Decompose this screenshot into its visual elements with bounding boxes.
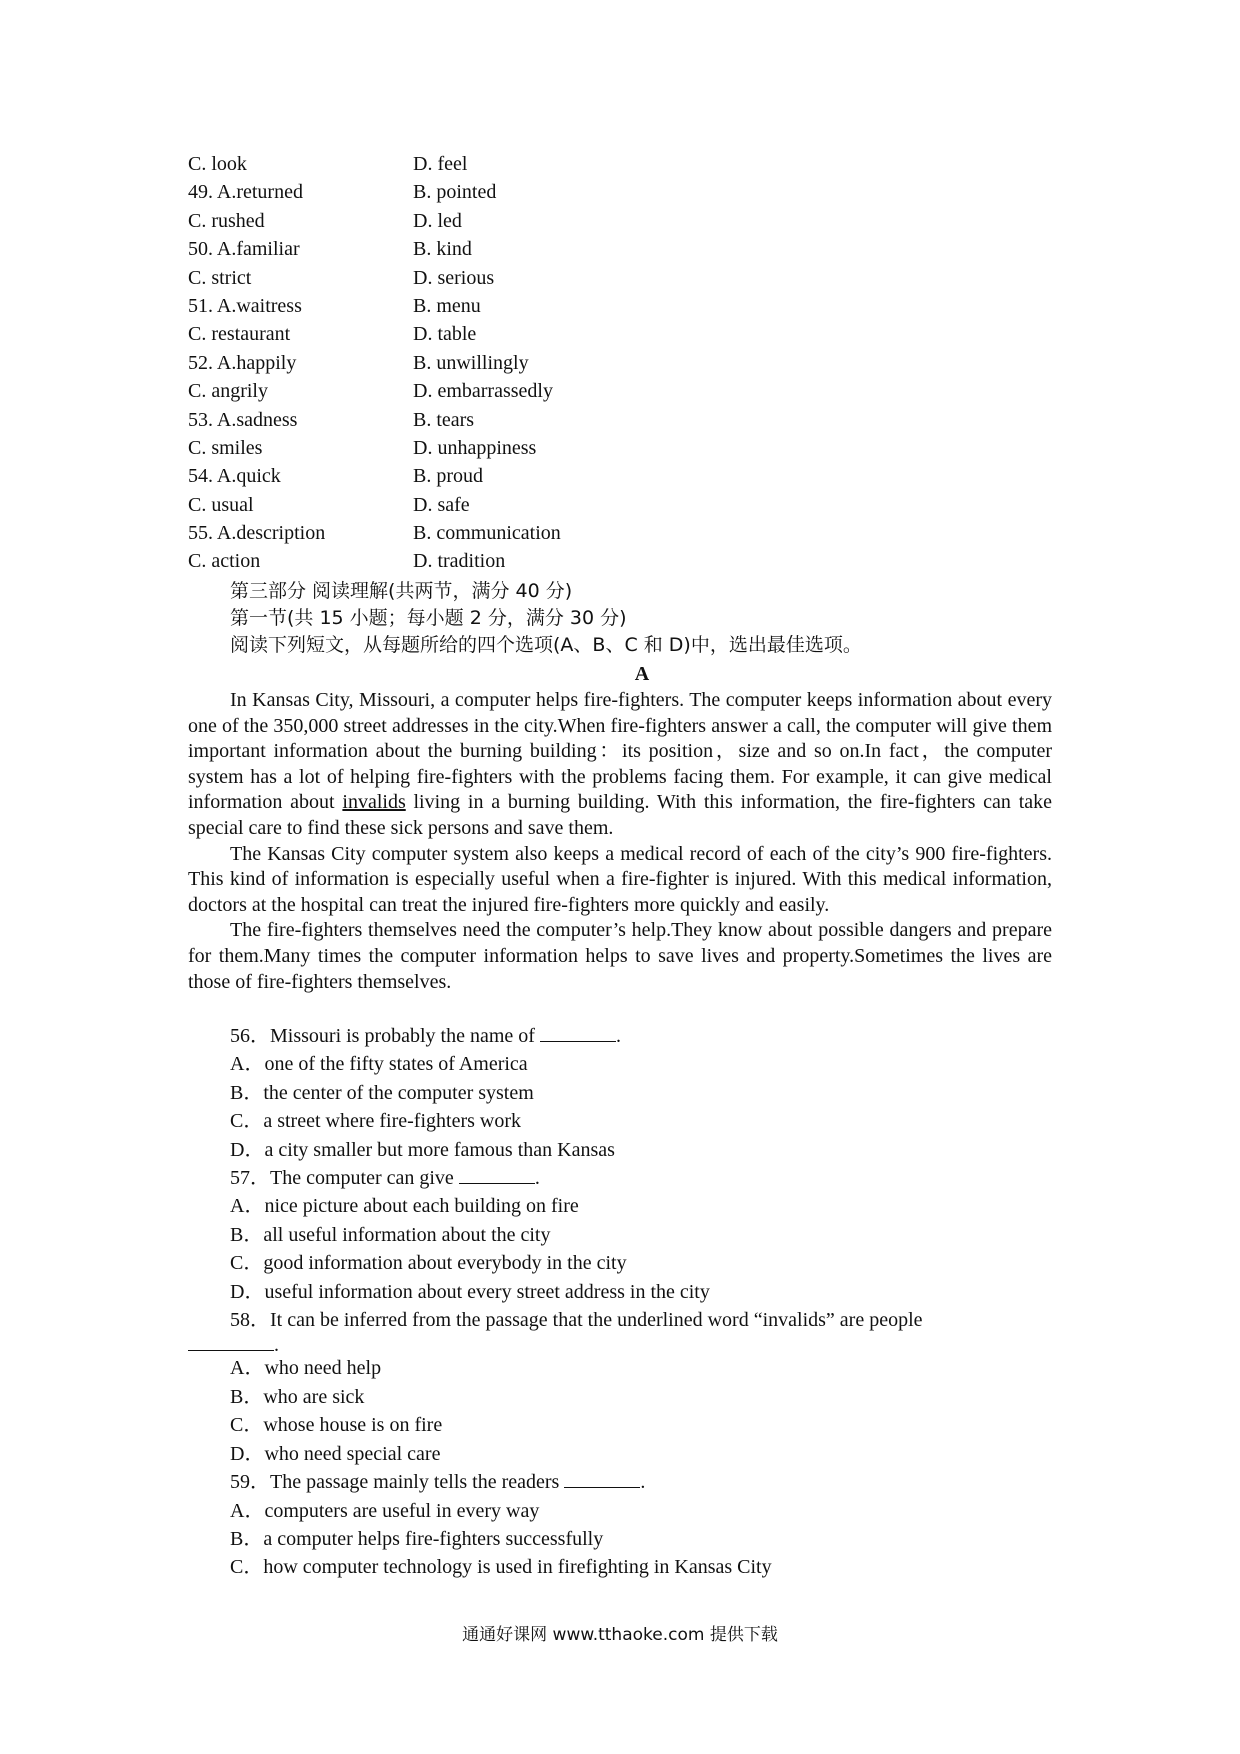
choice: C．a street where fire-fighters work (230, 1110, 521, 1133)
option-row (188, 519, 788, 547)
choice: D．a city smaller but more famous than Kansas (230, 1138, 615, 1161)
paragraph-text: In Kansas City, Missouri, a computer helps fire-fighters. The computer keeps information about every one of the 350,000 street addresses in the city.When fire-fighters answer a call, the computer will give them important information about the burning building：its position，size and so on.In fact，the computer system has a lot of helping fire-fighters with the problems facing them. For example, it can give medical information about (188, 689, 1052, 814)
option-row (188, 434, 788, 462)
question-57 (230, 1164, 1054, 1192)
option-right: D. led (413, 209, 462, 232)
option-row (188, 377, 788, 405)
underlined-word: invalids (342, 791, 406, 814)
question-stem: 57．The computer can give (230, 1167, 454, 1190)
question-stem: 58．It can be inferred from the passage that the underlined word “invalids” are people (230, 1309, 923, 1332)
question-stem: 56．Missouri is probably the name of (230, 1025, 535, 1047)
option-right: D. tradition (413, 550, 506, 573)
option-left: C. smiles (188, 436, 263, 459)
option-row (188, 547, 788, 575)
choice: C．whose house is on fire (230, 1414, 443, 1437)
question-end: . (534, 1167, 540, 1190)
option-left: 52. A.happily (188, 351, 297, 374)
option-left: 51. A.waitress (188, 294, 302, 317)
option-left: C. strict (188, 266, 252, 289)
option-right: B. pointed (413, 181, 497, 204)
option-row (188, 235, 788, 263)
option-left: 54. A.quick (188, 465, 281, 488)
choice: D．useful information about every street address in the city (230, 1280, 710, 1303)
option-row (188, 406, 788, 434)
page-footer: 通通好课网 www.tthaoke.com 提供下载 (462, 1625, 778, 1645)
answer-blank (564, 1471, 640, 1488)
passage-paragraph: The fire-fighters themselves need the computer’s help.They know about possible dangers and prepare for them.Many times the computer information helps to save lives and property.Sometimes the lives are those of fire-fighters themselves. (188, 919, 1052, 993)
question-end: . (615, 1025, 621, 1047)
question-stem: 59．The passage mainly tells the readers (230, 1471, 560, 1494)
passage-title: A (634, 663, 650, 685)
choice: A．who need help (230, 1357, 382, 1380)
reading-instruction: 阅读下列短文，从每题所给的四个选项(A、B、C 和 D)中，选出最佳选项。 (230, 634, 862, 656)
option-left: C. action (188, 550, 261, 573)
choice: A．nice picture about each building on fire (230, 1195, 579, 1218)
paragraph-text: living in a burning building. With this information, the fire-fighters can take special care to find these sick persons and save them. (188, 791, 1052, 839)
option-left: C. usual (188, 493, 254, 516)
answer-blank (459, 1167, 535, 1184)
option-right: B. menu (413, 294, 481, 317)
option-row (188, 491, 788, 519)
question-end: . (274, 1334, 279, 1357)
choice: A．one of the fifty states of America (230, 1053, 528, 1076)
question-end: . (640, 1471, 646, 1494)
option-left: C. rushed (188, 209, 265, 232)
answer-blank (540, 1025, 616, 1042)
option-right: B. proud (413, 465, 483, 488)
answer-blank (188, 1334, 274, 1351)
option-row (188, 292, 788, 320)
passage-paragraph: The Kansas City computer system also keeps a medical record of each of the city’s 900 fire-fighters. This kind of information is especially useful when a fire-fighter is injured. With this medical information, doctors at the hospital can treat the injured fire-fighters more quickly and easily. (188, 842, 1052, 916)
option-row (188, 178, 788, 206)
section-heading (230, 578, 862, 659)
option-right: B. tears (413, 408, 475, 431)
option-right: D. serious (413, 266, 495, 289)
question-list (230, 1022, 1054, 1582)
choice: B．who are sick (230, 1385, 365, 1408)
part-three-heading: 第三部分 阅读理解(共两节，满分 40 分) (230, 580, 573, 602)
choice: C．good information about everybody in the city (230, 1252, 627, 1275)
passage-paragraph (188, 688, 1052, 842)
option-right: D. feel (413, 153, 468, 175)
option-row (188, 207, 788, 235)
question-58-blank-line (188, 1334, 1054, 1357)
option-row (188, 320, 788, 348)
section-one-heading: 第一节(共 15 小题；每小题 2 分，满分 30 分) (230, 607, 627, 629)
option-row (188, 150, 788, 178)
choice: A．computers are useful in every way (230, 1499, 540, 1522)
choice: C．how computer technology is used in firefighting in Kansas City (230, 1556, 772, 1579)
option-left: 49. A.returned (188, 181, 303, 204)
question-59 (230, 1468, 1054, 1496)
option-right: D. table (413, 323, 477, 346)
option-right: D. safe (413, 493, 470, 516)
choice: B．a computer helps fire-fighters successfully (230, 1527, 604, 1550)
option-left: 53. A.sadness (188, 408, 298, 431)
question-58 (230, 1306, 1054, 1334)
question-56 (230, 1022, 1054, 1050)
choice: B．all useful information about the city (230, 1223, 551, 1246)
option-left: C. restaurant (188, 323, 291, 346)
option-row (188, 264, 788, 292)
option-left: 50. A.familiar (188, 238, 300, 261)
choice: D．who need special care (230, 1442, 441, 1465)
choice: B．the center of the computer system (230, 1081, 534, 1104)
reading-passage (188, 688, 1052, 995)
option-row (188, 462, 788, 490)
option-left: C. angrily (188, 380, 268, 403)
option-right: D. embarrassedly (413, 380, 553, 403)
cloze-options (188, 150, 788, 576)
option-right: B. communication (413, 522, 561, 545)
option-row (188, 349, 788, 377)
option-right: B. kind (413, 238, 472, 261)
option-left: 55. A.description (188, 522, 326, 545)
option-right: D. unhappiness (413, 436, 537, 459)
option-right: B. unwillingly (413, 351, 529, 374)
option-left: C. look (188, 153, 247, 175)
